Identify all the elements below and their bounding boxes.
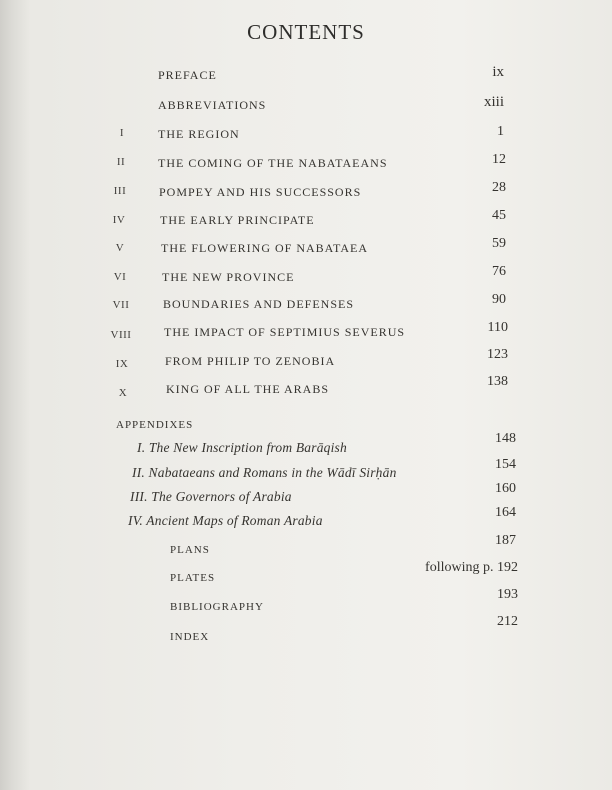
chapter-page: 90 bbox=[492, 292, 506, 307]
chapter-number: VII bbox=[112, 299, 130, 311]
back-entry-page: 212 bbox=[497, 614, 518, 629]
appendix-title: II. Nabataeans and Romans in the Wādī Sirḥān bbox=[132, 465, 397, 480]
chapter-title: FROM PHILIP TO ZENOBIA bbox=[165, 354, 336, 368]
appendix-page: 160 bbox=[495, 481, 516, 496]
chapter-number: I bbox=[119, 127, 125, 139]
chapter-title: BOUNDARIES AND DEFENSES bbox=[163, 297, 355, 311]
chapter-page: 59 bbox=[492, 236, 506, 251]
chapter-number: V bbox=[115, 242, 125, 254]
chapter-title: THE IMPACT OF SEPTIMIUS SEVERUS bbox=[164, 325, 406, 339]
chapter-page: 123 bbox=[487, 347, 508, 362]
chapter-number: II bbox=[116, 156, 126, 168]
back-entry-page: 193 bbox=[497, 587, 518, 602]
appendix-title: III. The Governors of Arabia bbox=[130, 489, 292, 504]
front-entry-page: ix bbox=[492, 64, 504, 80]
chapter-title: THE NEW PROVINCE bbox=[162, 270, 295, 284]
chapter-number: III bbox=[113, 185, 127, 197]
back-entry-page: following p. 192 bbox=[425, 560, 518, 575]
chapter-page: 76 bbox=[492, 264, 506, 279]
chapter-page: 28 bbox=[492, 180, 506, 195]
front-entry-title: PREFACE bbox=[158, 68, 217, 82]
chapter-page: 110 bbox=[487, 320, 508, 335]
chapter-number: IX bbox=[115, 358, 129, 370]
chapter-title: THE FLOWERING OF NABATAEA bbox=[161, 241, 369, 255]
chapter-title: THE EARLY PRINCIPATE bbox=[160, 213, 315, 227]
chapter-number: IV bbox=[112, 214, 126, 226]
back-entry-page: 187 bbox=[495, 533, 516, 548]
back-entry-title: PLATES bbox=[170, 572, 216, 584]
back-entry-title: PLANS bbox=[170, 544, 210, 556]
appendixes-heading: APPENDIXES bbox=[116, 419, 194, 431]
front-entry-page: xiii bbox=[483, 94, 504, 110]
chapter-title: THE COMING OF THE NABATAEANS bbox=[158, 156, 388, 170]
front-entry-title: ABBREVIATIONS bbox=[158, 98, 267, 112]
page-title: CONTENTS bbox=[247, 20, 365, 44]
chapter-page: 1 bbox=[497, 124, 504, 139]
appendix-page: 164 bbox=[495, 505, 516, 520]
chapter-page: 138 bbox=[487, 374, 508, 389]
appendix-title: I. The New Inscription from Barāqish bbox=[137, 440, 347, 455]
chapter-title: POMPEY AND HIS SUCCESSORS bbox=[159, 185, 362, 199]
appendix-page: 154 bbox=[495, 457, 516, 472]
back-entry-title: BIBLIOGRAPHY bbox=[170, 601, 264, 613]
chapter-title: KING OF ALL THE ARABS bbox=[166, 382, 330, 396]
chapter-number: VIII bbox=[110, 329, 132, 341]
chapter-number: X bbox=[118, 387, 128, 399]
back-entry-title: INDEX bbox=[170, 631, 210, 643]
chapter-title: THE REGION bbox=[158, 127, 240, 141]
chapter-number: VI bbox=[113, 271, 127, 283]
chapter-page: 12 bbox=[492, 152, 506, 167]
appendix-page: 148 bbox=[495, 431, 516, 446]
appendix-title: IV. Ancient Maps of Roman Arabia bbox=[128, 513, 323, 528]
chapter-page: 45 bbox=[492, 208, 506, 223]
